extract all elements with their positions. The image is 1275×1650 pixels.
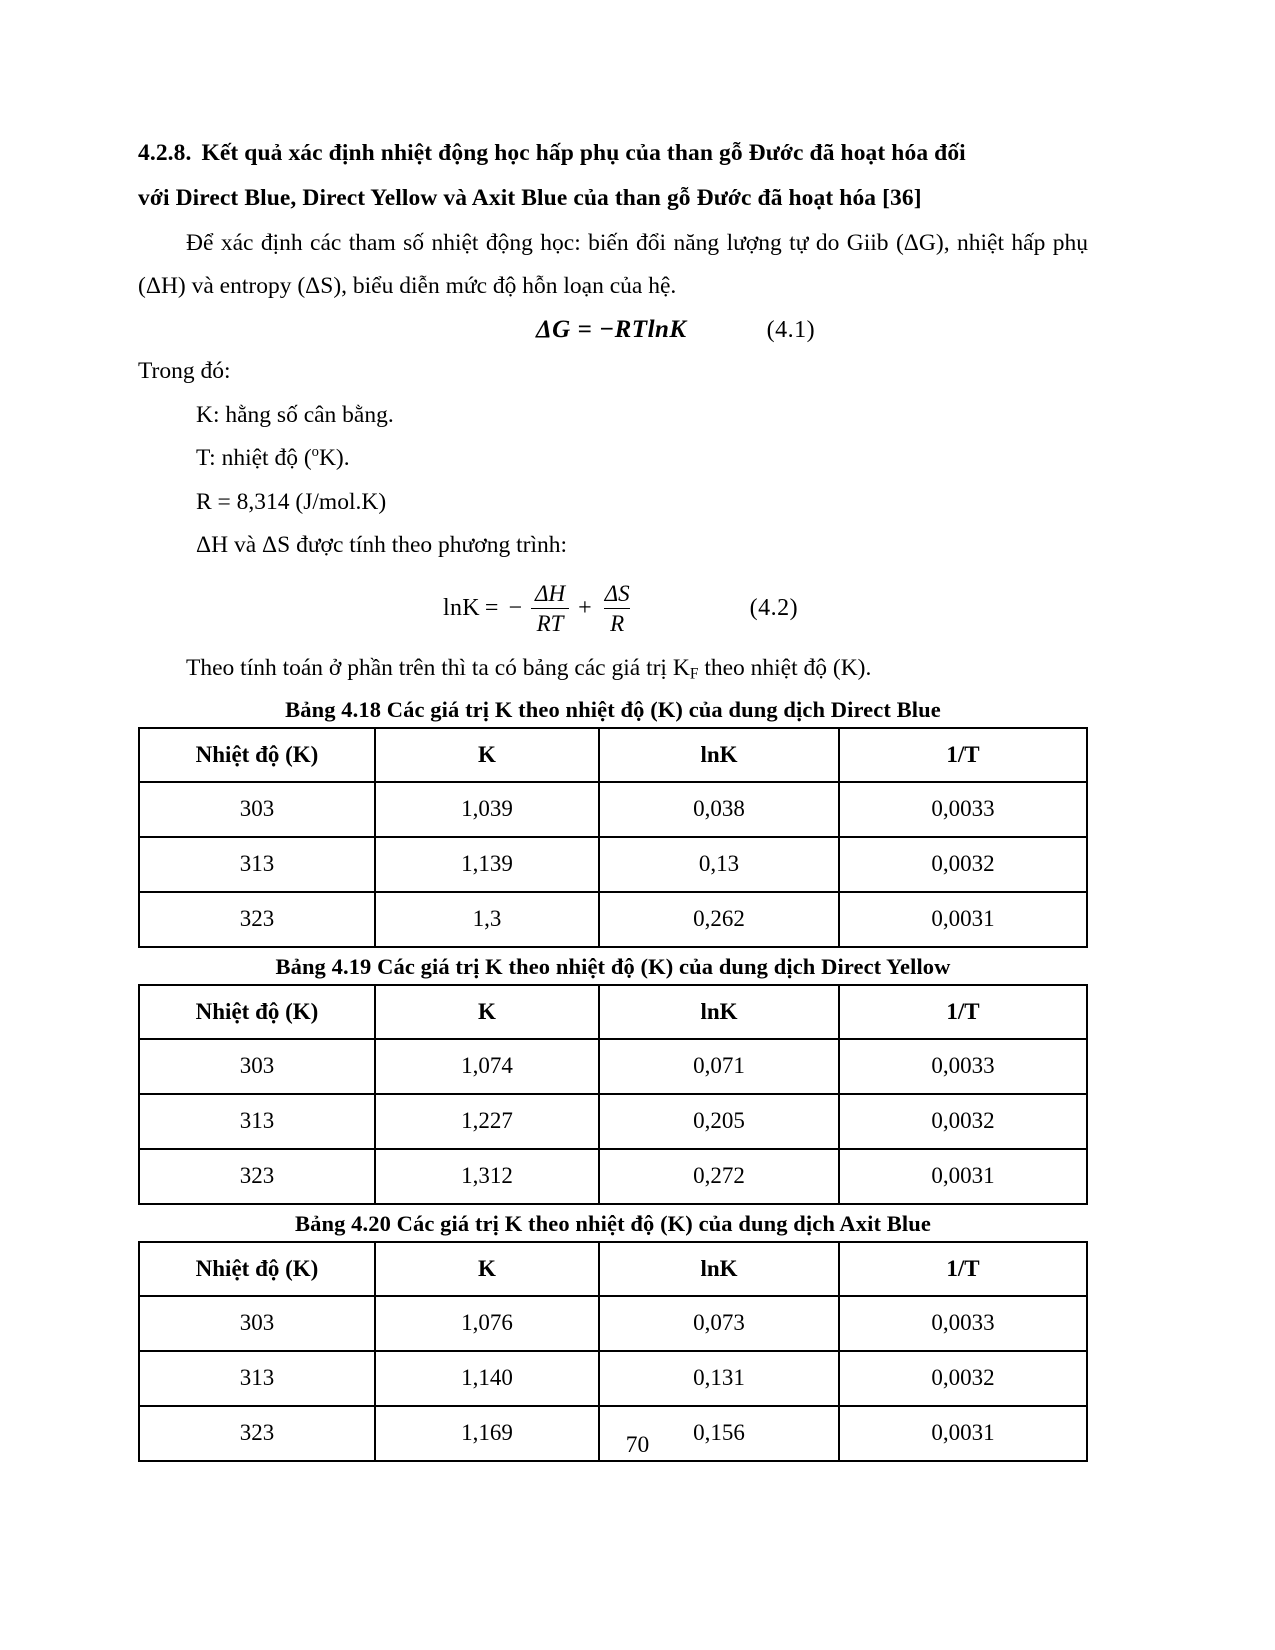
degree-symbol: o (311, 444, 319, 461)
equation-4-2-lhs: lnK (443, 594, 480, 621)
table-row (139, 1351, 1087, 1406)
definition-r: R = 8,314 (J/mol.K) (196, 488, 387, 515)
theo-tinh-toan-post: theo nhiệt độ (K). (698, 655, 872, 682)
cell-temperature: 313 (139, 1094, 375, 1149)
equation-4-1-formula: ΔG = −RTlnK (536, 316, 687, 344)
cell-inverse-t: 0,0033 (839, 1296, 1087, 1351)
table-4-20 (138, 1241, 1088, 1462)
column-header-inverse-t: 1/T (839, 985, 1087, 1039)
k-f-subscript: F (689, 665, 699, 683)
column-header-lnk: lnK (599, 1242, 839, 1296)
cell-lnk: 0,073 (599, 1296, 839, 1351)
table-row (139, 837, 1087, 892)
definition-t-pre: T: nhiệt độ ( (196, 445, 312, 472)
cell-k: 1,039 (375, 782, 599, 837)
column-header-lnk: lnK (599, 985, 839, 1039)
column-header-temperature: Nhiệt độ (K) (139, 728, 375, 782)
intro-paragraph: Để xác định các tham số nhiệt động học: biến đổi năng lượng tự do Giib (ΔG), nhiệt hấp phụ (ΔH) và entropy (ΔS), biểu diễn mức độ hỗn loạn của hệ. (138, 229, 1088, 299)
theo-tinh-toan-paragraph (138, 647, 1088, 690)
section-title-line2: với Direct Blue, Direct Yellow và Axit Blue của than gỗ Đước đã hoạt hóa [36] (138, 184, 922, 211)
table-caption-4-19: Bảng 4.19 Các giá trị K theo nhiệt độ (K) của dung dịch Direct Yellow (275, 953, 951, 979)
cell-k: 1,3 (375, 892, 599, 947)
cell-temperature: 323 (139, 1406, 375, 1461)
cell-k: 1,140 (375, 1351, 599, 1406)
table-row (139, 782, 1087, 837)
cell-lnk: 0,205 (599, 1094, 839, 1149)
cell-inverse-t: 0,0033 (839, 1039, 1087, 1094)
section-number: 4.2.8. (138, 140, 192, 166)
cell-inverse-t: 0,0032 (839, 837, 1087, 892)
section-title-line1: Kết quả xác định nhiệt động học hấp phụ của than gỗ Đước đã hoạt hóa đối (201, 140, 966, 166)
cell-inverse-t: 0,0032 (839, 1351, 1087, 1406)
equation-4-2-equals: = (484, 594, 499, 621)
definition-h-s: ΔH và ΔS được tính theo phương trình: (196, 532, 568, 559)
column-header-k: K (375, 985, 599, 1039)
table-caption-4-18: Bảng 4.18 Các giá trị K theo nhiệt độ (K) của dung dịch Direct Blue (285, 696, 941, 722)
table-caption-4-20: Bảng 4.20 Các giá trị K theo nhiệt độ (K) của dung dịch Axit Blue (295, 1210, 931, 1236)
column-header-temperature: Nhiệt độ (K) (139, 1242, 375, 1296)
cell-temperature: 313 (139, 837, 375, 892)
cell-lnk: 0,156 (599, 1406, 839, 1461)
equation-4-2-number: (4.2) (749, 594, 799, 621)
section-heading-line2 (138, 177, 1088, 220)
table-row (139, 892, 1087, 947)
fraction-delta-s-over-r (599, 580, 636, 637)
table-header-row (139, 985, 1087, 1039)
definition-t (138, 437, 1088, 480)
cell-k: 1,312 (375, 1149, 599, 1204)
equation-4-1-number: (4.1) (766, 316, 816, 343)
cell-inverse-t: 0,0031 (839, 892, 1087, 947)
cell-k: 1,227 (375, 1094, 599, 1149)
table-4-18 (138, 727, 1088, 948)
column-header-temperature: Nhiệt độ (K) (139, 985, 375, 1039)
column-header-inverse-t: 1/T (839, 1242, 1087, 1296)
cell-k: 1,076 (375, 1296, 599, 1351)
cell-lnk: 0,262 (599, 892, 839, 947)
table-row (139, 1149, 1087, 1204)
cell-inverse-t: 0,0033 (839, 782, 1087, 837)
cell-temperature: 323 (139, 892, 375, 947)
cell-lnk: 0,272 (599, 1149, 839, 1204)
table-4-19 (138, 984, 1088, 1205)
equation-4-2-minus: − (508, 594, 522, 621)
cell-k: 1,074 (375, 1039, 599, 1094)
table-row (139, 1094, 1087, 1149)
theo-tinh-toan-pre: Theo tính toán ở phần trên thì ta có bảng các giá trị K (186, 655, 690, 682)
definition-k: K: hằng số cân bằng. (196, 401, 394, 428)
table-row (139, 1039, 1087, 1094)
equation-4-2 (138, 580, 1088, 637)
column-header-k: K (375, 728, 599, 782)
table-header-row (139, 1242, 1087, 1296)
cell-temperature: 323 (139, 1149, 375, 1204)
page-content (138, 132, 1088, 1464)
fraction-numerator: ΔS (604, 580, 630, 606)
equation-4-2-plus: + (578, 594, 592, 621)
fraction-denominator: R (604, 608, 630, 637)
cell-lnk: 0,13 (599, 837, 839, 892)
cell-temperature: 303 (139, 1296, 375, 1351)
page-number: 70 (625, 1432, 650, 1458)
cell-lnk: 0,131 (599, 1351, 839, 1406)
fraction-delta-h-over-rt (529, 580, 571, 637)
cell-k: 1,169 (375, 1406, 599, 1461)
column-header-lnk: lnK (599, 728, 839, 782)
equation-4-1 (138, 316, 1088, 344)
section-heading (138, 132, 1088, 175)
table-row (139, 1296, 1087, 1351)
table-header-row (139, 728, 1087, 782)
trong-do-label: Trong đó: (138, 358, 231, 385)
cell-k: 1,139 (375, 837, 599, 892)
cell-temperature: 303 (139, 1039, 375, 1094)
cell-inverse-t: 0,0032 (839, 1094, 1087, 1149)
cell-lnk: 0,071 (599, 1039, 839, 1094)
column-header-k: K (375, 1242, 599, 1296)
definition-t-post: K). (318, 445, 350, 472)
cell-inverse-t: 0,0031 (839, 1149, 1087, 1204)
cell-inverse-t: 0,0031 (839, 1406, 1087, 1461)
cell-lnk: 0,038 (599, 782, 839, 837)
fraction-numerator: ΔH (535, 580, 566, 606)
cell-temperature: 303 (139, 782, 375, 837)
fraction-denominator: RT (531, 608, 570, 637)
column-header-inverse-t: 1/T (839, 728, 1087, 782)
cell-temperature: 313 (139, 1351, 375, 1406)
